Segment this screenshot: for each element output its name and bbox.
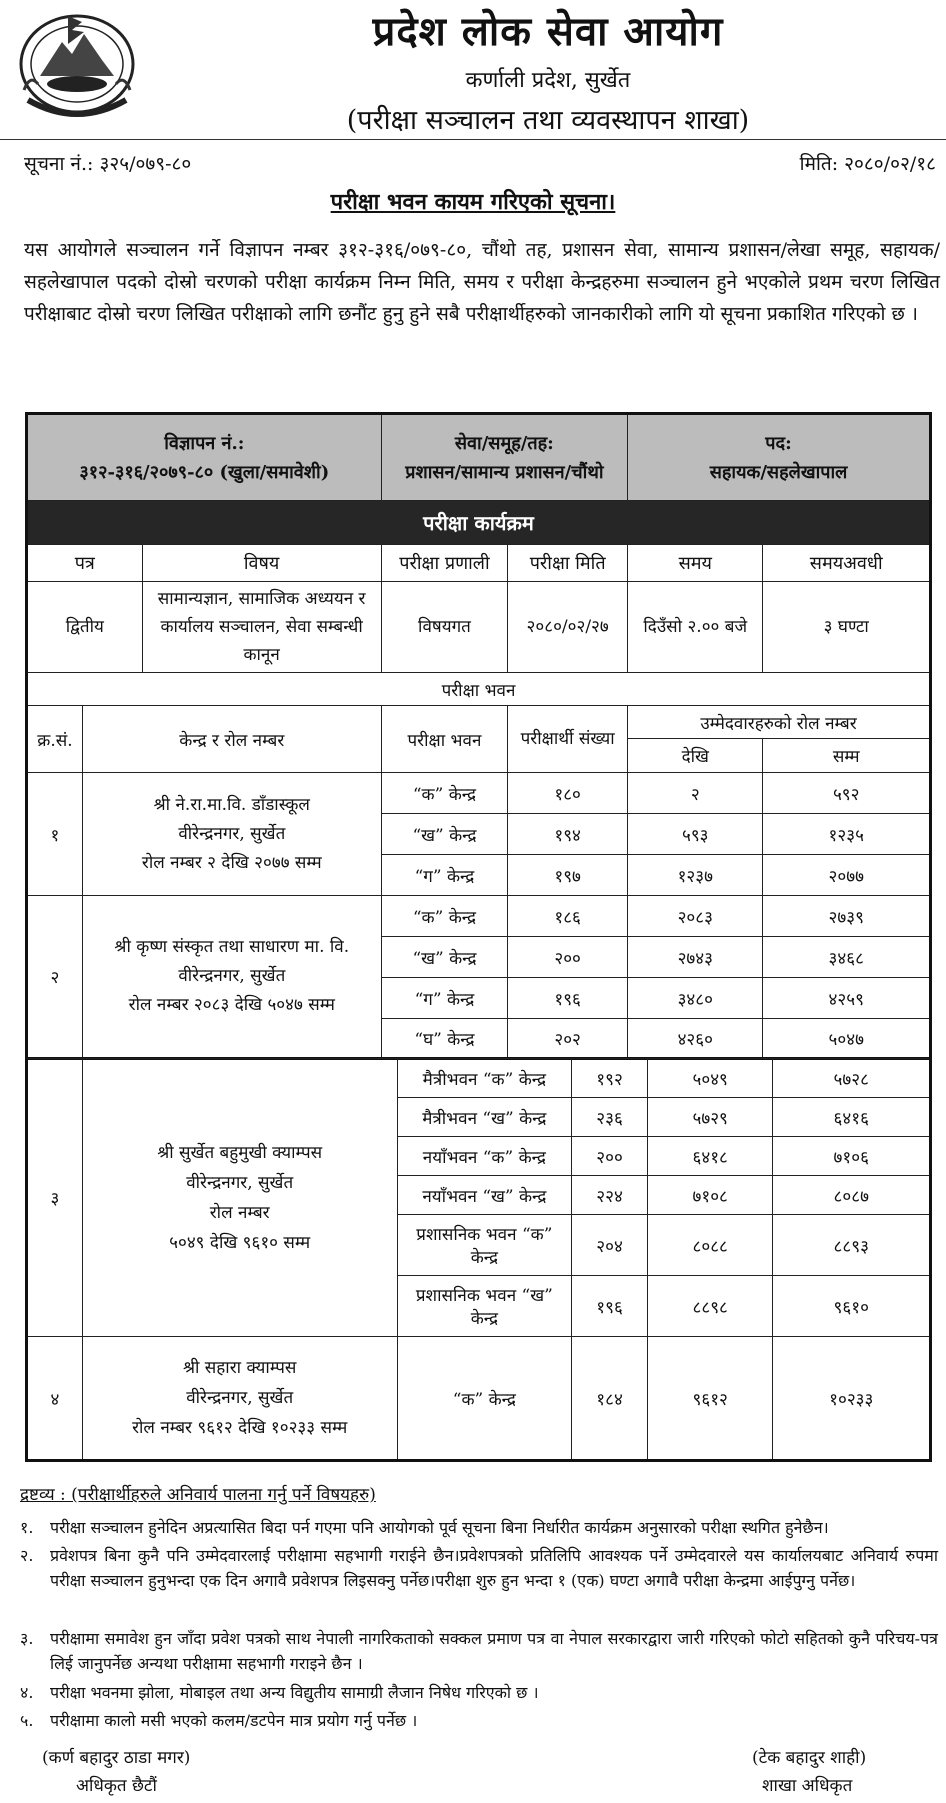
center-3-name-line: श्री सुर्खेत बहुमुखी क्याम्पस: [157, 1142, 323, 1163]
hall-roll-to: २०७७: [763, 855, 931, 896]
hall-roll-to: ८०८७: [773, 1176, 931, 1215]
venue-header-center: केन्द्र र रोल नम्बर: [82, 706, 381, 773]
hall-name: “ख” केन्द्र: [381, 814, 508, 855]
signatory-right-role: शाखा अधिकृत: [762, 1776, 853, 1796]
hall-roll-from: ३४८०: [628, 978, 763, 1019]
note-item: [20, 1543, 938, 1593]
hall-name: नयाँभवन “क” केन्द्र: [397, 1137, 572, 1176]
notice-number: सूचना नं.: ३२५/०७९-८०: [24, 153, 192, 175]
note-number: १.: [20, 1518, 34, 1537]
hall-roll-from: ६४१८: [647, 1137, 773, 1176]
hall-name: “ख” केन्द्र: [381, 937, 508, 978]
hall-roll-from: ५९३: [628, 814, 763, 855]
header-divider: [0, 139, 946, 140]
branch-subtitle: (परीक्षा सञ्चालन तथा व्यवस्थापन शाखा): [346, 105, 750, 136]
center-4-name-line: रोल नम्बर ९६१२ देखि १०२३३ सम्म: [132, 1418, 348, 1438]
hall-roll-to: ६४१६: [773, 1098, 931, 1137]
note-number: ५.: [20, 1711, 34, 1730]
schedule-header-system: परीक्षा प्रणाली: [381, 545, 508, 582]
post-value: सहायक/सहलेखापाल: [709, 461, 848, 483]
signatory-left-name: (कर्ण बहादुर ठाडा मगर): [42, 1748, 191, 1768]
hall-name: “घ” केन्द्र: [381, 1019, 508, 1059]
center-3-sn: ३: [27, 1059, 83, 1337]
hall-roll-from: ५७२९: [647, 1098, 773, 1137]
hall-name: “ग” केन्द्र: [381, 855, 508, 896]
notes-title: द्रष्टव्य : (परीक्षार्थीहरुले अनिवार्य पालना गर्नु पर्ने विषयहरु): [20, 1485, 376, 1505]
signatory-left-role: अधिकृत छैटौं: [76, 1776, 157, 1796]
province-subtitle: कर्णाली प्रदेश, सुर्खेत: [465, 68, 631, 93]
service-label: सेवा/समूह/तह:: [454, 432, 554, 454]
hall-name: “क” केन्द्र: [397, 1337, 572, 1461]
center-1-name-line: रोल नम्बर २ देखि २०७७ सम्म: [141, 852, 322, 873]
notice-body: यस आयोगले सञ्चालन गर्ने विज्ञापन नम्बर ३१२-३१६/०७९-८०, चौंथो तह, प्रशासन सेवा, सामान्य प्रशासन/लेखा समूह, सहायक/सहलेखापाल पदको दोस्रो चरणको परीक्षा कार्यक्रम निम्न मिति, समय र परीक्षा केन्द्रहरुमा सञ्चालन हुने भएकोले प्रथम चरण लिखित परीक्षाबाट दोस्रो चरण लिखित परीक्षाको लागि छनौंट हुनु हुने सबै परीक्षार्थीहरुको जानकारीको लागि यो सूचना प्रकाशित गरिएको छ ।: [24, 239, 940, 325]
note-text: परीक्षा भवनमा झोला, मोबाइल तथा अन्य विद्युतीय सामाग्री लैजान निषेध गरिएको छ ।: [50, 1683, 539, 1702]
schedule-header-paper: पत्र: [27, 545, 143, 582]
schedule-header-subject: विषय: [142, 545, 381, 582]
center-1-sn: १: [27, 773, 83, 896]
note-item: [20, 1708, 938, 1733]
commission-emblem-logo: [10, 4, 144, 128]
hall-roll-to: ३४६८: [763, 937, 931, 978]
hall-count: १८४: [572, 1337, 648, 1461]
hall-count: १९२: [572, 1059, 648, 1098]
note-item: [20, 1626, 938, 1676]
hall-roll-from: २: [628, 773, 763, 814]
center-1-name-line: श्री ने.रा.मा.वि. डाँडास्कूल: [153, 794, 310, 815]
note-number: २.: [20, 1546, 34, 1565]
hall-name: प्रशासनिक भवन “क” केन्द्र: [397, 1215, 572, 1276]
center-2-sn: २: [27, 896, 83, 1059]
venue-header-roll: उम्मेदवारहरुको रोल नम्बर: [628, 706, 931, 739]
venue-header-hall: परीक्षा भवन: [381, 706, 508, 773]
note-number: ४.: [20, 1683, 34, 1702]
schedule-time: दिउँसो २.०० बजे: [628, 582, 763, 673]
schedule-subject: सामान्यज्ञान, सामाजिक अध्ययन र कार्यालय सञ्चालन, सेवा सम्बन्धी कानून: [142, 582, 381, 673]
notice-date: मिति: २०८०/०२/१८: [799, 153, 936, 175]
center-4-name-line: वीरेन्द्रनगर, सुर्खेत: [186, 1388, 294, 1408]
schedule-date: २०८०/०२/२७: [508, 582, 628, 673]
note-item: [20, 1680, 938, 1705]
venue-header-from: देखि: [628, 739, 763, 773]
hall-count: १९७: [508, 855, 628, 896]
hall-roll-from: २७४३: [628, 937, 763, 978]
hall-name: नयाँभवन “ख” केन्द्र: [397, 1176, 572, 1215]
hall-name: “क” केन्द्र: [381, 896, 508, 937]
center-3-name-line: वीरेन्द्रनगर, सुर्खेत: [186, 1172, 294, 1193]
note-text: परीक्षामा कालो मसी भएको कलम/डटपेन मात्र प्रयोग गर्नु पर्नेछ ।: [50, 1711, 418, 1730]
center-3-name-line: ५०४९ देखि ९६१० सम्म: [169, 1232, 311, 1253]
schedule-system: विषयगत: [381, 582, 508, 673]
center-4-sn: ४: [27, 1337, 83, 1461]
venue-table-lower: [25, 1058, 932, 1462]
venue-header-to: सम्म: [763, 739, 931, 773]
hall-count: २००: [508, 937, 628, 978]
hall-count: २०२: [508, 1019, 628, 1059]
hall-roll-from: १२३७: [628, 855, 763, 896]
schedule-heading: परीक्षा कार्यक्रम: [27, 501, 931, 545]
schedule-paper: द्वितीय: [27, 582, 143, 673]
hall-count: १९४: [508, 814, 628, 855]
hall-roll-from: ८८९८: [647, 1276, 773, 1337]
notice-title: [0, 186, 946, 216]
center-4-name: [82, 1337, 397, 1461]
advert-value: ३१२-३१६/२०७९-८० (खुला/समावेशी): [79, 461, 330, 483]
service-cell: [381, 414, 627, 501]
center-3-name: [82, 1059, 397, 1337]
hall-name: मैत्रीभवन “क” केन्द्र: [397, 1059, 572, 1098]
venue-header-count: परीक्षार्थी संख्या: [508, 706, 628, 773]
hall-roll-to: १२३५: [763, 814, 931, 855]
signatory-right-name: (टेक बहादुर शाही): [752, 1748, 867, 1768]
schedule-header-date: परीक्षा मिति: [508, 545, 628, 582]
hall-count: १८६: [508, 896, 628, 937]
hall-roll-to: ७१०६: [773, 1137, 931, 1176]
hall-count: २०४: [572, 1215, 648, 1276]
center-2-name-line: वीरेन्द्रनगर, सुर्खेत: [178, 966, 286, 986]
hall-name: मैत्रीभवन “ख” केन्द्र: [397, 1098, 572, 1137]
venue-header-sn: क्र.सं.: [27, 706, 83, 773]
center-1-name: [82, 773, 381, 896]
hall-roll-to: ५९२: [763, 773, 931, 814]
center-2-name: [82, 896, 381, 1059]
notice-title-text: परीक्षा भवन कायम गरिएको सूचना।: [330, 189, 616, 215]
note-text: प्रवेशपत्र बिना कुनै पनि उम्मेदवारलाई परीक्षामा सहभागी गराईने छैन।प्रवेशपत्रको प्रतिलिपि आवश्यक पर्ने उम्मेदवारले यस कार्यालयबाट अनिवार्य रुपमा परीक्षा सञ्चालन हुनुभन्दा एक दिन अगावै प्रवेशपत्र लिइसक्नु पर्नेछ।परीक्षा शुरु हुन भन्दा १ (एक) घण्टा अगावै परीक्षा केन्द्रमा आईपुग्नु पर्नेछ।: [50, 1546, 938, 1590]
hall-roll-to: ८८९३: [773, 1215, 931, 1276]
advert-cell: [27, 414, 382, 501]
hall-count: २००: [572, 1137, 648, 1176]
hall-count: २३६: [572, 1098, 648, 1137]
center-2-name-line: रोल नम्बर २०८३ देखि ५०४७ सम्म: [128, 995, 335, 1015]
note-text: परीक्षा सञ्चालन हुनेदिन अप्रत्यासित बिदा पर्न गएमा पनि आयोगको पूर्व सूचना बिना निर्धारीत कार्यक्रम अनुसारको परीक्षा स्थगित हुनेछैन।: [50, 1518, 829, 1537]
hall-roll-to: ५७२८: [773, 1059, 931, 1098]
center-3-name-line: रोल नम्बर: [209, 1202, 270, 1223]
post-cell: [628, 414, 931, 501]
hall-roll-from: ९६१२: [647, 1337, 773, 1461]
hall-roll-to: ९६१०: [773, 1276, 931, 1337]
center-2-name-line: श्री कृष्ण संस्कृत तथा साधारण मा. वि.: [114, 937, 350, 957]
note-text: परीक्षामा समावेश हुन जाँदा प्रवेश पत्रको साथ नेपाली नागरिकताको सक्कल प्रमाण पत्र वा नेपाल सरकारद्वारा जारी गरिएको फोटो सहितको कुनै परिचय-पत्र लिई जानुपर्नेछ अन्यथा परीक्षामा सहभागी गराइने छैन ।: [50, 1629, 938, 1673]
hall-roll-from: ५०४९: [647, 1059, 773, 1098]
hall-roll-from: ४२६०: [628, 1019, 763, 1059]
hall-roll-from: ७१०८: [647, 1176, 773, 1215]
note-number: ३.: [20, 1629, 34, 1648]
center-1-name-line: वीरेन्द्रनगर, सुर्खेत: [178, 823, 286, 844]
note-item: [20, 1515, 938, 1540]
schedule-header-duration: समयअवधी: [763, 545, 931, 582]
post-label: पद:: [765, 432, 792, 454]
commission-title: प्रदेश लोक सेवा आयोग: [372, 8, 724, 55]
schedule-duration: ३ घण्टा: [763, 582, 931, 673]
hall-count: १९६: [508, 978, 628, 1019]
hall-count: १८०: [508, 773, 628, 814]
hall-name: “ग” केन्द्र: [381, 978, 508, 1019]
hall-roll-to: १०२३३: [773, 1337, 931, 1461]
hall-name: प्रशासनिक भवन “ख” केन्द्र: [397, 1276, 572, 1337]
hall-roll-to: २७३९: [763, 896, 931, 937]
advert-label: विज्ञापन नं.:: [164, 432, 245, 454]
hall-roll-from: २०८३: [628, 896, 763, 937]
center-4-name-line: श्री सहारा क्याम्पस: [182, 1358, 297, 1378]
hall-count: २२४: [572, 1176, 648, 1215]
service-value: प्रशासन/सामान्य प्रशासन/चौंथो: [405, 461, 604, 483]
hall-roll-to: ५०४७: [763, 1019, 931, 1059]
hall-name: “क” केन्द्र: [381, 773, 508, 814]
venue-heading: परीक्षा भवन: [27, 673, 931, 706]
hall-roll-to: ४२५९: [763, 978, 931, 1019]
hall-count: १९६: [572, 1276, 648, 1337]
exam-info-table: [25, 412, 932, 1060]
schedule-header-time: समय: [628, 545, 763, 582]
hall-roll-from: ८०८८: [647, 1215, 773, 1276]
